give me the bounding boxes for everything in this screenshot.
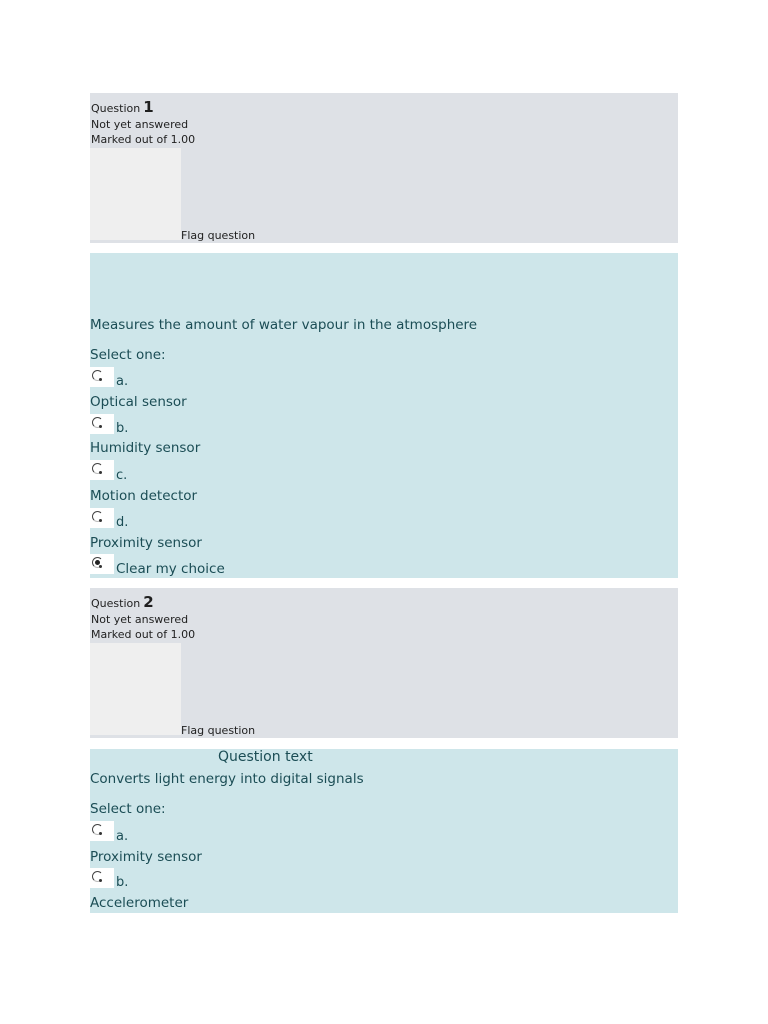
option-a-label[interactable]: Optical sensor bbox=[90, 394, 187, 410]
question-state: Not yet answered bbox=[91, 118, 189, 131]
option-c-radio[interactable] bbox=[90, 460, 114, 480]
flag-question-link[interactable]: Flag question bbox=[181, 229, 256, 242]
question-number: 2 bbox=[143, 593, 154, 611]
option-b-radio[interactable] bbox=[90, 868, 114, 888]
question-label: Question bbox=[91, 597, 141, 610]
clear-my-choice[interactable]: Clear my choice bbox=[116, 561, 225, 577]
option-b-radio[interactable] bbox=[90, 414, 114, 434]
question-grade: Marked out of 1.00 bbox=[91, 133, 196, 146]
question-grade: Marked out of 1.00 bbox=[91, 628, 196, 641]
option-a-letter: a. bbox=[116, 374, 129, 389]
question-2-info bbox=[90, 588, 678, 738]
question-1-content bbox=[90, 253, 678, 578]
clear-choice-radio[interactable] bbox=[90, 554, 114, 574]
select-one-prompt: Select one: bbox=[90, 347, 166, 363]
option-a-letter: a. bbox=[116, 829, 129, 844]
question-1-info bbox=[90, 93, 678, 243]
question-2-content bbox=[90, 749, 678, 913]
option-d-letter: d. bbox=[116, 515, 129, 530]
option-b-letter: b. bbox=[116, 875, 129, 890]
option-b-letter: b. bbox=[116, 421, 129, 436]
option-d-label[interactable]: Proximity sensor bbox=[90, 535, 202, 551]
question-number: 1 bbox=[143, 98, 154, 116]
option-c-label[interactable]: Motion detector bbox=[90, 488, 198, 504]
select-one-prompt: Select one: bbox=[90, 801, 166, 817]
flag-question-link[interactable]: Flag question bbox=[181, 724, 256, 737]
option-d-radio[interactable] bbox=[90, 508, 114, 528]
question-label: Question bbox=[91, 102, 141, 115]
question-1-number bbox=[91, 98, 154, 116]
option-a-radio[interactable] bbox=[90, 367, 114, 387]
question-state: Not yet answered bbox=[91, 613, 189, 626]
option-c-letter: c. bbox=[116, 468, 128, 483]
question-text: Measures the amount of water vapour in the atmosphere bbox=[90, 317, 478, 333]
option-a-label[interactable]: Proximity sensor bbox=[90, 849, 202, 865]
option-a-radio[interactable] bbox=[90, 821, 114, 841]
question-text-heading: Question text bbox=[218, 749, 678, 769]
flag-icon[interactable] bbox=[90, 643, 181, 735]
option-b-label[interactable]: Accelerometer bbox=[90, 895, 189, 911]
option-b-label[interactable]: Humidity sensor bbox=[90, 440, 201, 456]
question-2-number bbox=[91, 593, 154, 611]
question-text: Converts light energy into digital signals bbox=[90, 771, 364, 787]
flag-icon[interactable] bbox=[90, 148, 181, 240]
